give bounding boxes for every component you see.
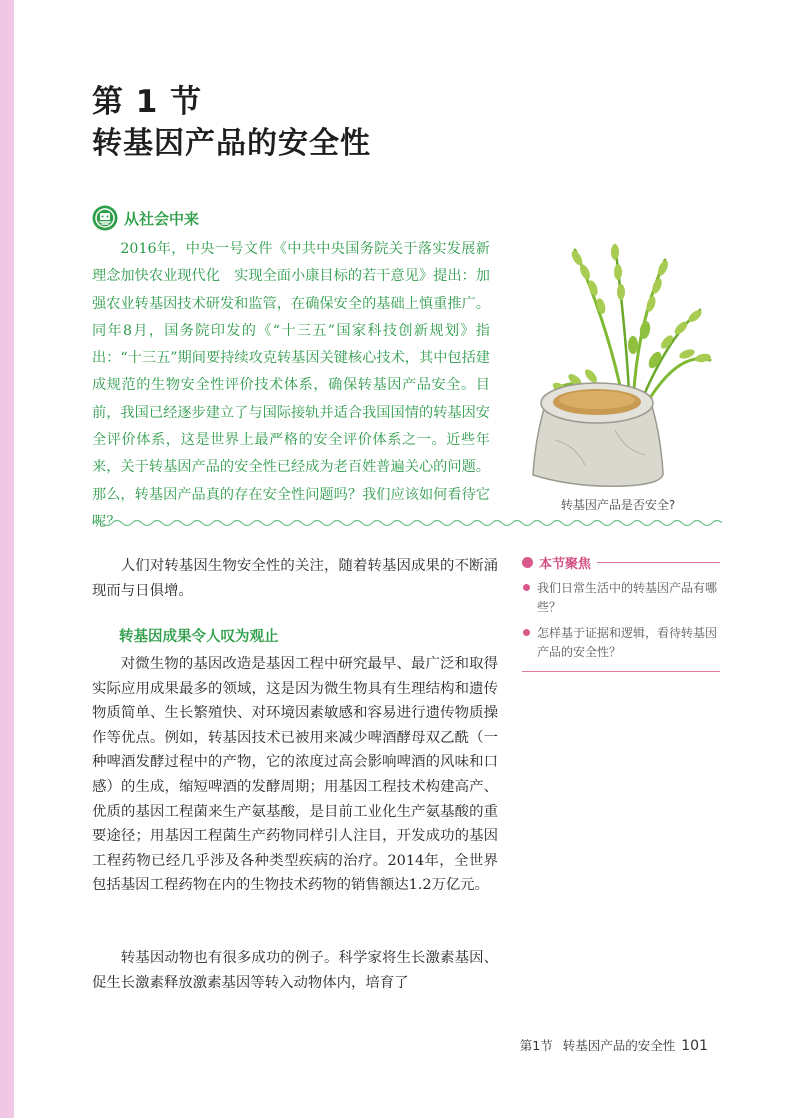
section-focus-box bbox=[522, 552, 720, 672]
grain-sack bbox=[533, 383, 663, 486]
page-number: 101 bbox=[681, 1038, 708, 1054]
footer-section-label: 第1节 bbox=[519, 1038, 553, 1053]
intro-header-label: 从社会中来 bbox=[124, 209, 200, 228]
focus-item bbox=[522, 579, 720, 617]
body-paragraph-2: 对微生物的基因改造是基因工程中研究最早、最广泛和取得实际应用成果最多的领域，这是因为微生物具有生理结构和遗传物质简单、生长繁殖快、对环境因素敏感和容易进行遗传物质操作等优点。例如，转基因技术已被用来减少啤酒酵母双乙酰（一种啤酒发酵过程中的产物，它的浓度过高会影响啤酒的风味和口感）的生成，缩短啤酒的发酵周期；用基因工程技术构建高产、优质的基因工程菌来生产氨基酸，是目前工业化生产氨基酸的重要途径；用基因工程菌生产药物同样引人注目，开发成功的基因工程药物已经几乎涉及各种类型疾病的治疗。2014年，全世界包括基因工程药物在内的生物技术药物的销售额达1.2万亿元。 bbox=[92, 656, 498, 894]
focus-item-text: 我们日常生活中的转基因产品有哪些？ bbox=[537, 581, 718, 614]
footer-section-title: 转基因产品的安全性 bbox=[562, 1038, 676, 1053]
body-paragraph-3: 转基因动物也有很多成功的例子。科学家将生长激素基因、促生长激素释放激素基因等转入动物体内，培育了 bbox=[92, 950, 498, 991]
intro-header bbox=[92, 205, 199, 231]
page-edge-strip bbox=[0, 0, 14, 1118]
focus-header-line bbox=[597, 562, 720, 563]
rice-grains bbox=[551, 244, 712, 395]
figure-caption: 转基因产品是否安全? bbox=[560, 498, 676, 512]
focus-badge-icon bbox=[522, 557, 533, 568]
bullet-icon bbox=[523, 584, 530, 591]
section-number: 第 1 节 bbox=[92, 84, 203, 120]
rice-sack-illustration bbox=[515, 240, 720, 490]
focus-item-text: 怎样基于证据和逻辑，看待转基因产品的安全性？ bbox=[537, 626, 718, 659]
wavy-divider bbox=[92, 518, 722, 528]
social-connection-icon bbox=[92, 205, 118, 231]
page-footer bbox=[520, 1036, 708, 1054]
focus-bottom-line bbox=[522, 671, 720, 672]
bullet-icon bbox=[523, 629, 530, 636]
focus-item bbox=[522, 624, 720, 662]
body-paragraph-1: 人们对转基因生物安全性的关注，随着转基因成果的不断涌现而与日俱增。 bbox=[92, 558, 498, 599]
focus-header bbox=[522, 552, 720, 572]
subheading: 转基因成果令人叹为观止 bbox=[119, 629, 279, 645]
section-title: 转基因产品的安全性 bbox=[92, 126, 371, 161]
focus-title: 本节聚焦 bbox=[539, 556, 592, 572]
intro-paragraph: 2016年，中央一号文件《中共中央国务院关于落实发展新理念加快农业现代化 实现全面小康目标的若干意见》提出：加强农业转基因技术研发和监管，在确保安全的基础上慎重推广。同年8月，国务院印发的《“十三五”国家科技创新规划》指出：“十三五”期间要持续攻克转基因关键核心技术，其中包括建成规范的生物安全性评价技术体系，确保转基因产品安全。目前，我国已经逐步建立了与国际接轨并适合我国国情的转基因安全评价体系，这是世界上最严格的安全评价体系之一。近些年来，关于转基因产品的安全性已经成为老百姓普遍关心的问题。那么，转基因产品真的存在安全性问题吗？我们应该如何看待它呢？ bbox=[92, 241, 490, 530]
